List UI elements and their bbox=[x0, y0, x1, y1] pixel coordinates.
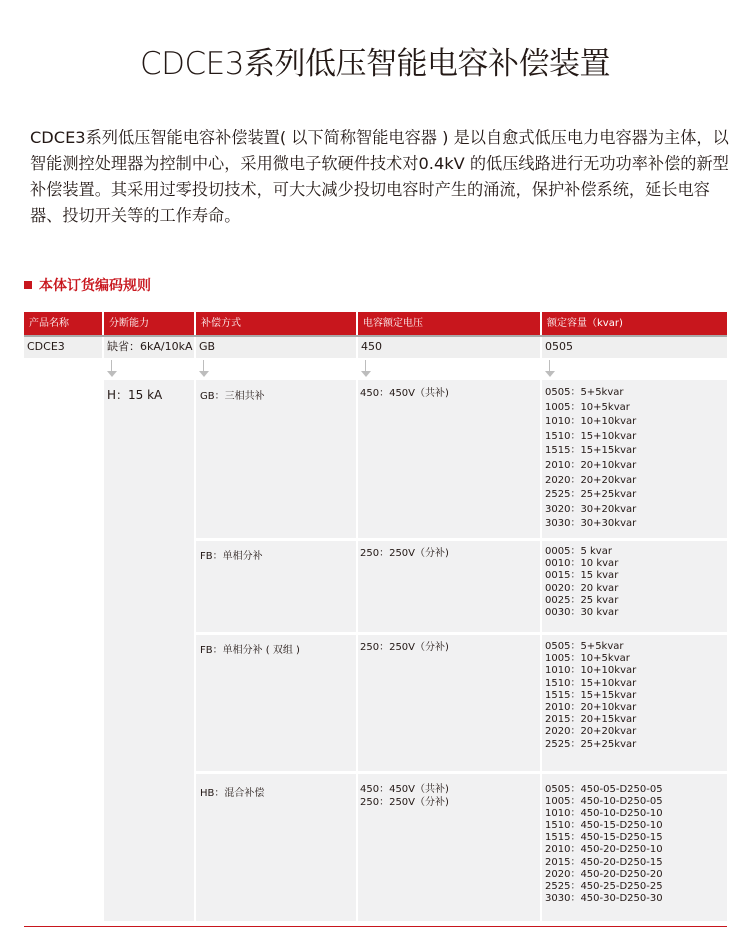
fb2-voltage-cell bbox=[358, 635, 540, 771]
capacity-item: 0020：20 kvar bbox=[545, 582, 619, 594]
hb-capacity-list bbox=[545, 784, 663, 905]
capacity-item: 0505：5+5kvar bbox=[545, 387, 624, 398]
example-row bbox=[0, 337, 750, 358]
capacity-item: 0505：5+5kvar bbox=[545, 641, 624, 652]
fb-voltage: 250：250V（分补) bbox=[360, 548, 449, 559]
capacity-item: 1005：10+5kvar bbox=[545, 653, 630, 665]
gb-voltage-cell bbox=[358, 380, 540, 538]
hb-compensation: HB：混合补偿 bbox=[200, 788, 265, 799]
example-voltage: 450 bbox=[358, 337, 540, 358]
capacity-item: 0010：10 kvar bbox=[545, 558, 619, 570]
capacity-item: 3030：450-30-D250-30 bbox=[545, 892, 663, 904]
table-header-row bbox=[0, 312, 750, 335]
capacity-item: 1510：15+10kvar bbox=[545, 430, 637, 442]
capacity-item: 1010：10+10kvar bbox=[545, 665, 637, 677]
gb-capacity-list bbox=[545, 386, 636, 532]
breaking-option: H：15 kA bbox=[107, 388, 163, 402]
capacity-item: 1010：10+10kvar bbox=[545, 416, 637, 428]
page-title: CDCE3系列低压智能电容补偿装置 bbox=[140, 46, 610, 82]
capacity-item: 2020：450-20-D250-20 bbox=[545, 868, 663, 880]
capacity-item: 3030：30+30kvar bbox=[545, 518, 637, 530]
header-breaking-capacity: 分断能力 bbox=[104, 312, 194, 335]
breaking-option-cell bbox=[104, 380, 194, 921]
header-product-name: 产品名称 bbox=[24, 312, 102, 335]
capacity-item: 0505：450-05-D250-05 bbox=[545, 784, 663, 795]
fb2-voltage: 250：250V（分补) bbox=[360, 642, 449, 653]
down-arrow-icon bbox=[545, 360, 555, 378]
section-heading-label: 本体订货编码规则 bbox=[39, 278, 151, 294]
example-product: CDCE3 bbox=[24, 337, 102, 358]
example-capacity: 0505 bbox=[542, 337, 727, 358]
capacity-item: 2020：20+20kvar bbox=[545, 726, 637, 738]
fb-capacity-list bbox=[545, 546, 618, 619]
capacity-item: 1510：450-15-D250-10 bbox=[545, 820, 663, 832]
fb2-capacity-list bbox=[545, 641, 636, 751]
down-arrow-icon bbox=[107, 360, 117, 378]
section-heading bbox=[24, 275, 151, 295]
down-arrow-icon bbox=[199, 360, 209, 378]
capacity-item: 2015：20+15kvar bbox=[545, 714, 637, 726]
capacity-item: 2525：25+25kvar bbox=[545, 489, 637, 501]
capacity-item: 0030：30 kvar bbox=[545, 607, 619, 619]
capacity-item: 1515：450-15-D250-15 bbox=[545, 832, 663, 844]
capacity-item: 1515：15+15kvar bbox=[545, 445, 637, 457]
capacity-item: 3020：30+20kvar bbox=[545, 503, 637, 515]
capacity-item: 1005：450-10-D250-05 bbox=[545, 796, 663, 808]
capacity-item: 0005：5 kvar bbox=[545, 546, 612, 557]
hb-voltage-2: 250：250V（分补) bbox=[360, 797, 449, 808]
capacity-item: 2525：25+25kvar bbox=[545, 738, 637, 750]
capacity-item: 1010：450-10-D250-10 bbox=[545, 808, 663, 820]
capacity-item: 0025：25 kvar bbox=[545, 594, 619, 606]
example-breaking: 缺省：6kA/10kA bbox=[104, 337, 194, 358]
square-bullet-icon bbox=[24, 281, 32, 289]
fb2-compensation: FB：单相分补 ( 双组 ) bbox=[200, 645, 300, 656]
header-compensation-mode: 补偿方式 bbox=[196, 312, 356, 335]
gb-compensation-cell bbox=[196, 380, 356, 538]
capacity-item: 2525：450-25-D250-25 bbox=[545, 880, 663, 892]
header-rated-capacity: 额定容量（kvar) bbox=[542, 312, 727, 335]
capacity-item: 1515：15+15kvar bbox=[545, 689, 637, 701]
header-rated-voltage: 电容额定电压 bbox=[358, 312, 540, 335]
down-arrow-icon bbox=[361, 360, 371, 378]
intro-paragraph: CDCE3系列低压智能电容补偿装置( 以下简称智能电容器 ) 是以自愈式低压电力电容器为主体，以智能测控处理器为控制中心，采用微电子软硬件技术对0.4kV 的低压线路进行无功功率补偿的新型补偿装置。其采用过零投切技术，可大大减少投切电容时产生的涌流，保护补偿系统，延长电容器、投切开关等的工作寿命。 bbox=[30, 128, 729, 225]
example-compensation: GB bbox=[196, 337, 356, 358]
capacity-item: 2010：20+10kvar bbox=[545, 459, 637, 471]
capacity-item: 2015：450-20-D250-15 bbox=[545, 856, 663, 868]
capacity-item: 2020：20+20kvar bbox=[545, 474, 637, 486]
capacity-item: 1005：10+5kvar bbox=[545, 401, 630, 413]
capacity-item: 2010：450-20-D250-10 bbox=[545, 844, 663, 856]
capacity-item: 2010：20+10kvar bbox=[545, 702, 637, 714]
hb-voltage-1: 450：450V（共补) bbox=[360, 784, 449, 795]
fb-compensation: FB：单相分补 bbox=[200, 551, 263, 562]
bottom-divider bbox=[24, 926, 727, 927]
gb-compensation: GB：三相共补 bbox=[200, 391, 265, 402]
capacity-item: 1510：15+10kvar bbox=[545, 677, 637, 689]
capacity-item: 0015：15 kvar bbox=[545, 570, 619, 582]
gb-voltage: 450：450V（共补) bbox=[360, 388, 449, 399]
